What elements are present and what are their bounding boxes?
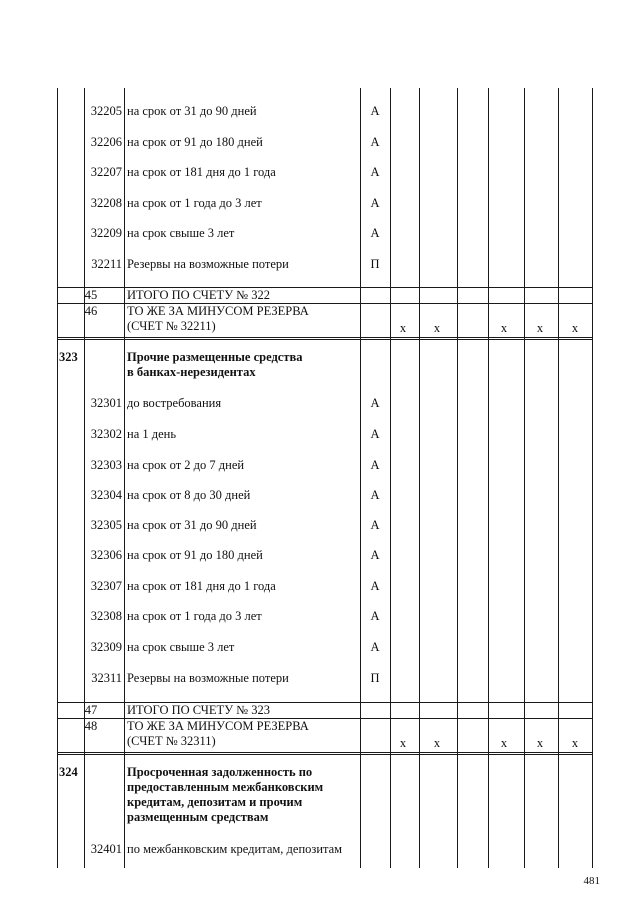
account-name: до востребования bbox=[127, 396, 222, 410]
account-code: 32205 bbox=[90, 104, 122, 118]
account-name: на срок от 181 дня до 1 года bbox=[127, 579, 276, 593]
account-name: Резервы на возможные потери bbox=[127, 671, 289, 685]
account-type: А bbox=[370, 458, 380, 472]
account-type: А bbox=[370, 226, 380, 240]
x-mark: х bbox=[500, 321, 508, 335]
account-code: 32306 bbox=[90, 548, 122, 562]
account-type: А bbox=[370, 548, 380, 562]
account-type: А bbox=[370, 640, 380, 654]
account-name: на срок от 2 до 7 дней bbox=[127, 458, 245, 472]
account-code: 32301 bbox=[90, 396, 122, 410]
column-rule bbox=[488, 88, 489, 868]
x-mark: х bbox=[536, 321, 544, 335]
account-code: 32206 bbox=[90, 135, 122, 149]
line-number: 48 bbox=[84, 719, 98, 733]
account-name: на 1 день bbox=[127, 427, 177, 441]
x-mark: х bbox=[536, 736, 544, 750]
section-code: 324 bbox=[59, 765, 78, 779]
account-name: на срок свыше 3 лет bbox=[127, 640, 235, 654]
account-type: П bbox=[370, 257, 380, 271]
account-code: 32207 bbox=[90, 165, 122, 179]
account-type: А bbox=[370, 427, 380, 441]
account-code: 32209 bbox=[90, 226, 122, 240]
account-type: А bbox=[370, 196, 380, 210]
account-code: 32302 bbox=[90, 427, 122, 441]
column-rule bbox=[524, 88, 525, 868]
account-code: 32308 bbox=[90, 609, 122, 623]
account-code: 32305 bbox=[90, 518, 122, 532]
account-code: 32309 bbox=[90, 640, 122, 654]
row-rule bbox=[57, 339, 592, 340]
line-number: 47 bbox=[84, 703, 98, 717]
x-mark: х bbox=[399, 736, 407, 750]
account-type: А bbox=[370, 488, 380, 502]
account-name: на срок от 1 года до 3 лет bbox=[127, 196, 262, 210]
account-type: А bbox=[370, 165, 380, 179]
column-rule bbox=[57, 88, 58, 868]
x-mark: х bbox=[433, 321, 441, 335]
x-mark: х bbox=[571, 736, 579, 750]
account-name: на срок от 1 года до 3 лет bbox=[127, 609, 262, 623]
account-type: П bbox=[370, 671, 380, 685]
account-code: 32401 bbox=[90, 842, 122, 856]
row-rule bbox=[57, 754, 592, 755]
section-title: предоставленным межбанковским bbox=[127, 780, 324, 794]
account-type: А bbox=[370, 518, 380, 532]
column-rule bbox=[124, 88, 125, 868]
total-label: ИТОГО ПО СЧЕТУ № 322 bbox=[127, 288, 270, 302]
account-code: 32208 bbox=[90, 196, 122, 210]
column-rule bbox=[419, 88, 420, 868]
account-type: А bbox=[370, 104, 380, 118]
x-mark: х bbox=[433, 736, 441, 750]
account-type: А bbox=[370, 396, 380, 410]
section-code: 323 bbox=[59, 350, 78, 364]
account-type: А bbox=[370, 135, 380, 149]
account-name: на срок от 8 до 30 дней bbox=[127, 488, 251, 502]
account-name: на срок от 31 до 90 дней bbox=[127, 104, 257, 118]
account-name: по межбанковским кредитам, депозитам bbox=[127, 842, 343, 856]
account-name: Резервы на возможные потери bbox=[127, 257, 289, 271]
account-type: А bbox=[370, 609, 380, 623]
x-mark: х bbox=[571, 321, 579, 335]
account-type: А bbox=[370, 579, 380, 593]
section-title: размещенным средствам bbox=[127, 810, 269, 824]
row-rule bbox=[57, 337, 592, 338]
page-number: 481 bbox=[583, 875, 600, 887]
section-title: кредитам, депозитам и прочим bbox=[127, 795, 303, 809]
column-rule bbox=[457, 88, 458, 868]
account-code: 32311 bbox=[91, 671, 122, 685]
x-mark: х bbox=[500, 736, 508, 750]
account-name: на срок от 91 до 180 дней bbox=[127, 135, 263, 149]
account-name: на срок от 31 до 90 дней bbox=[127, 518, 257, 532]
total-label: ИТОГО ПО СЧЕТУ № 323 bbox=[127, 703, 270, 717]
net-label: ТО ЖЕ ЗА МИНУСОМ РЕЗЕРВА bbox=[127, 304, 309, 318]
column-rule bbox=[390, 88, 391, 868]
account-name: на срок свыше 3 лет bbox=[127, 226, 235, 240]
account-name: на срок от 181 дня до 1 года bbox=[127, 165, 276, 179]
net-label-account: (СЧЕТ № 32311) bbox=[127, 734, 216, 748]
row-rule bbox=[57, 752, 592, 753]
net-label-account: (СЧЕТ № 32211) bbox=[127, 319, 216, 333]
account-code: 32304 bbox=[90, 488, 122, 502]
net-label: ТО ЖЕ ЗА МИНУСОМ РЕЗЕРВА bbox=[127, 719, 309, 733]
section-title: Прочие размещенные средства bbox=[127, 350, 303, 364]
section-title: Просроченная задолженность по bbox=[127, 765, 313, 779]
line-number: 46 bbox=[84, 304, 98, 318]
account-code: 32303 bbox=[90, 458, 122, 472]
line-number: 45 bbox=[84, 288, 98, 302]
x-mark: х bbox=[399, 321, 407, 335]
account-code: 32307 bbox=[90, 579, 122, 593]
column-rule bbox=[558, 88, 559, 868]
column-rule bbox=[592, 88, 593, 868]
account-name: на срок от 91 до 180 дней bbox=[127, 548, 263, 562]
section-title: в банках-нерезидентах bbox=[127, 365, 256, 379]
account-code: 32211 bbox=[91, 257, 122, 271]
